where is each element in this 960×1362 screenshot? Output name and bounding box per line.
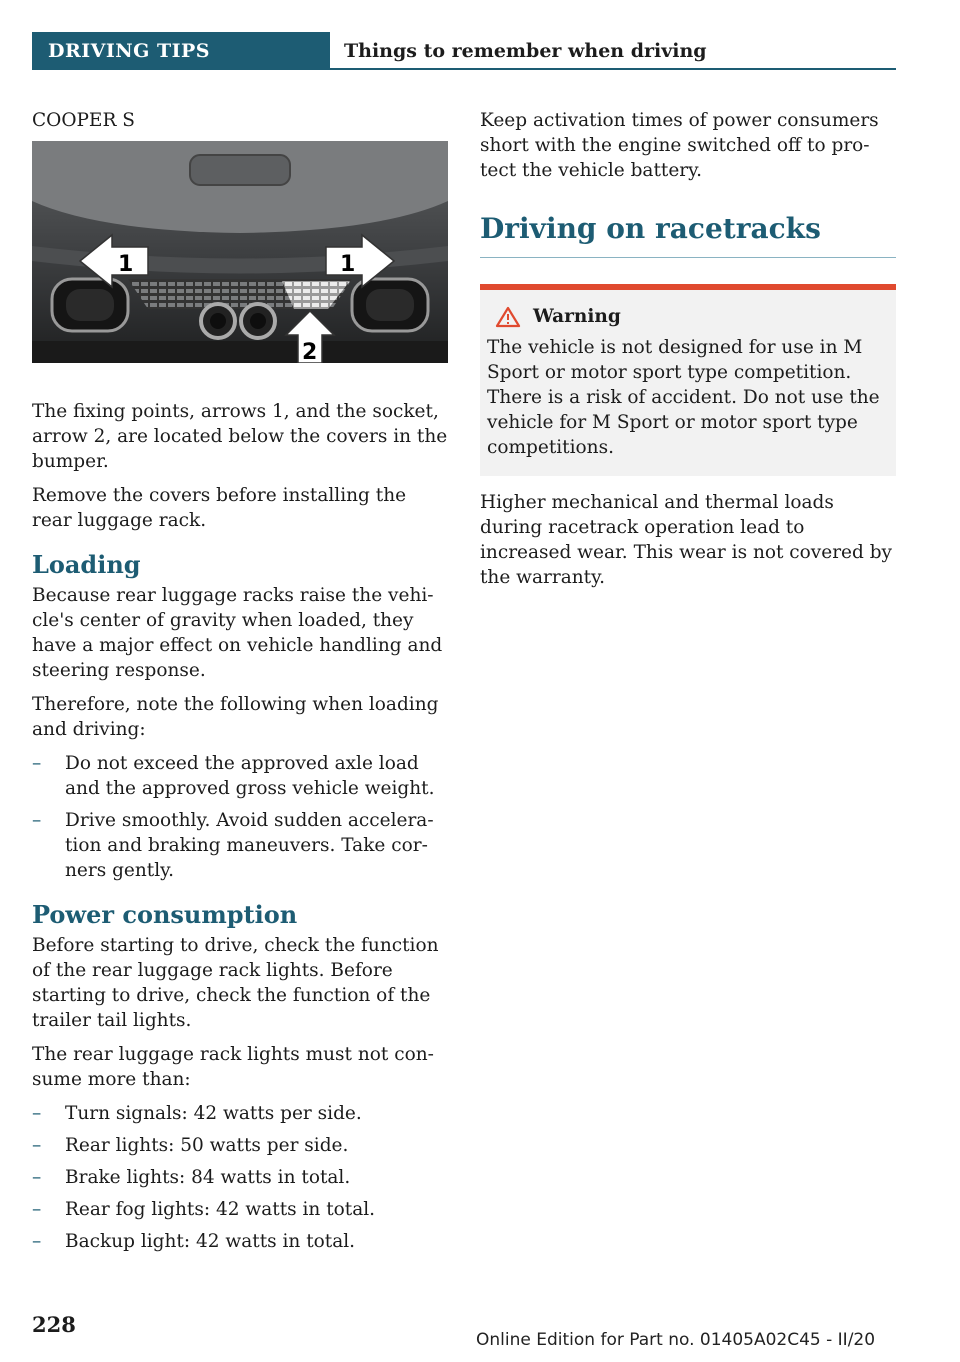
wear-text: Higher mechanical and thermal loads during racetrack operation lead to increased wear. This wear is not covered by the warranty.	[480, 492, 893, 588]
left-column	[32, 108, 448, 1263]
fixing-points-text: The fixing points, arrows 1, and the socket, arrow 2, are located below the covers in the bumper.	[32, 401, 448, 472]
right-column	[480, 108, 896, 599]
list-item: – Do not exceed the approved axle load and the approved gross vehicle weight.	[32, 753, 435, 799]
warning-text: The vehicle is not designed for use in M Sport or motor sport type competition. There is a risk of accident. Do not use the vehicle for M Sport or motor sport type competitions.	[487, 337, 880, 458]
power-text-2: The rear luggage rack lights must not consume more than:	[32, 1044, 434, 1090]
power-list	[32, 1101, 448, 1254]
warning-title: Warning	[533, 306, 621, 327]
battery-text: Keep activation times of power consumers short with the engine switched off to protect the vehicle battery.	[480, 110, 879, 181]
edition-footer: Online Edition for Part no. 01405A02C45 - II/20	[476, 1330, 876, 1350]
list-item: – Rear fog lights: 42 watts in total.	[32, 1199, 376, 1220]
list-item: – Brake lights: 84 watts in total.	[32, 1167, 351, 1188]
chapter-title: Things to remember when driving	[330, 32, 896, 70]
page-number: 228	[32, 1312, 76, 1337]
bumper-figure	[32, 141, 448, 363]
power-text-1: Before starting to drive, check the function of the rear luggage rack lights. Before starting to drive, check the function of the trailer tail lights.	[32, 935, 439, 1031]
page-header	[32, 32, 896, 72]
warning-box	[480, 284, 896, 476]
model-label: COOPER S	[32, 110, 135, 131]
warning-triangle-icon	[495, 306, 521, 328]
warning-header	[487, 304, 882, 329]
loading-text-2: Therefore, note the following when loading and driving:	[32, 694, 439, 740]
loading-list	[32, 751, 448, 883]
remove-covers-text: Remove the covers before installing the rear luggage rack.	[32, 485, 407, 531]
svg-text:1: 1	[340, 252, 356, 277]
svg-text:2: 2	[302, 340, 318, 363]
list-item: – Turn signals: 42 watts per side.	[32, 1103, 362, 1124]
list-item: – Backup light: 42 watts in total.	[32, 1231, 356, 1252]
loading-heading: Loading	[32, 550, 141, 579]
power-heading: Power consumption	[32, 900, 298, 929]
loading-text-1: Because rear luggage racks raise the vehicle's center of gravity when loaded, they have a major effect on vehicle handling and steering response.	[32, 585, 443, 681]
section-label: DRIVING TIPS	[32, 32, 330, 70]
racetracks-heading: Driving on racetracks	[480, 211, 896, 258]
svg-text:1: 1	[118, 252, 134, 277]
list-item: – Rear lights: 50 watts per side.	[32, 1135, 349, 1156]
list-item: – Drive smoothly. Avoid sudden acceleration and braking maneuvers. Take corners gently.	[32, 810, 434, 881]
